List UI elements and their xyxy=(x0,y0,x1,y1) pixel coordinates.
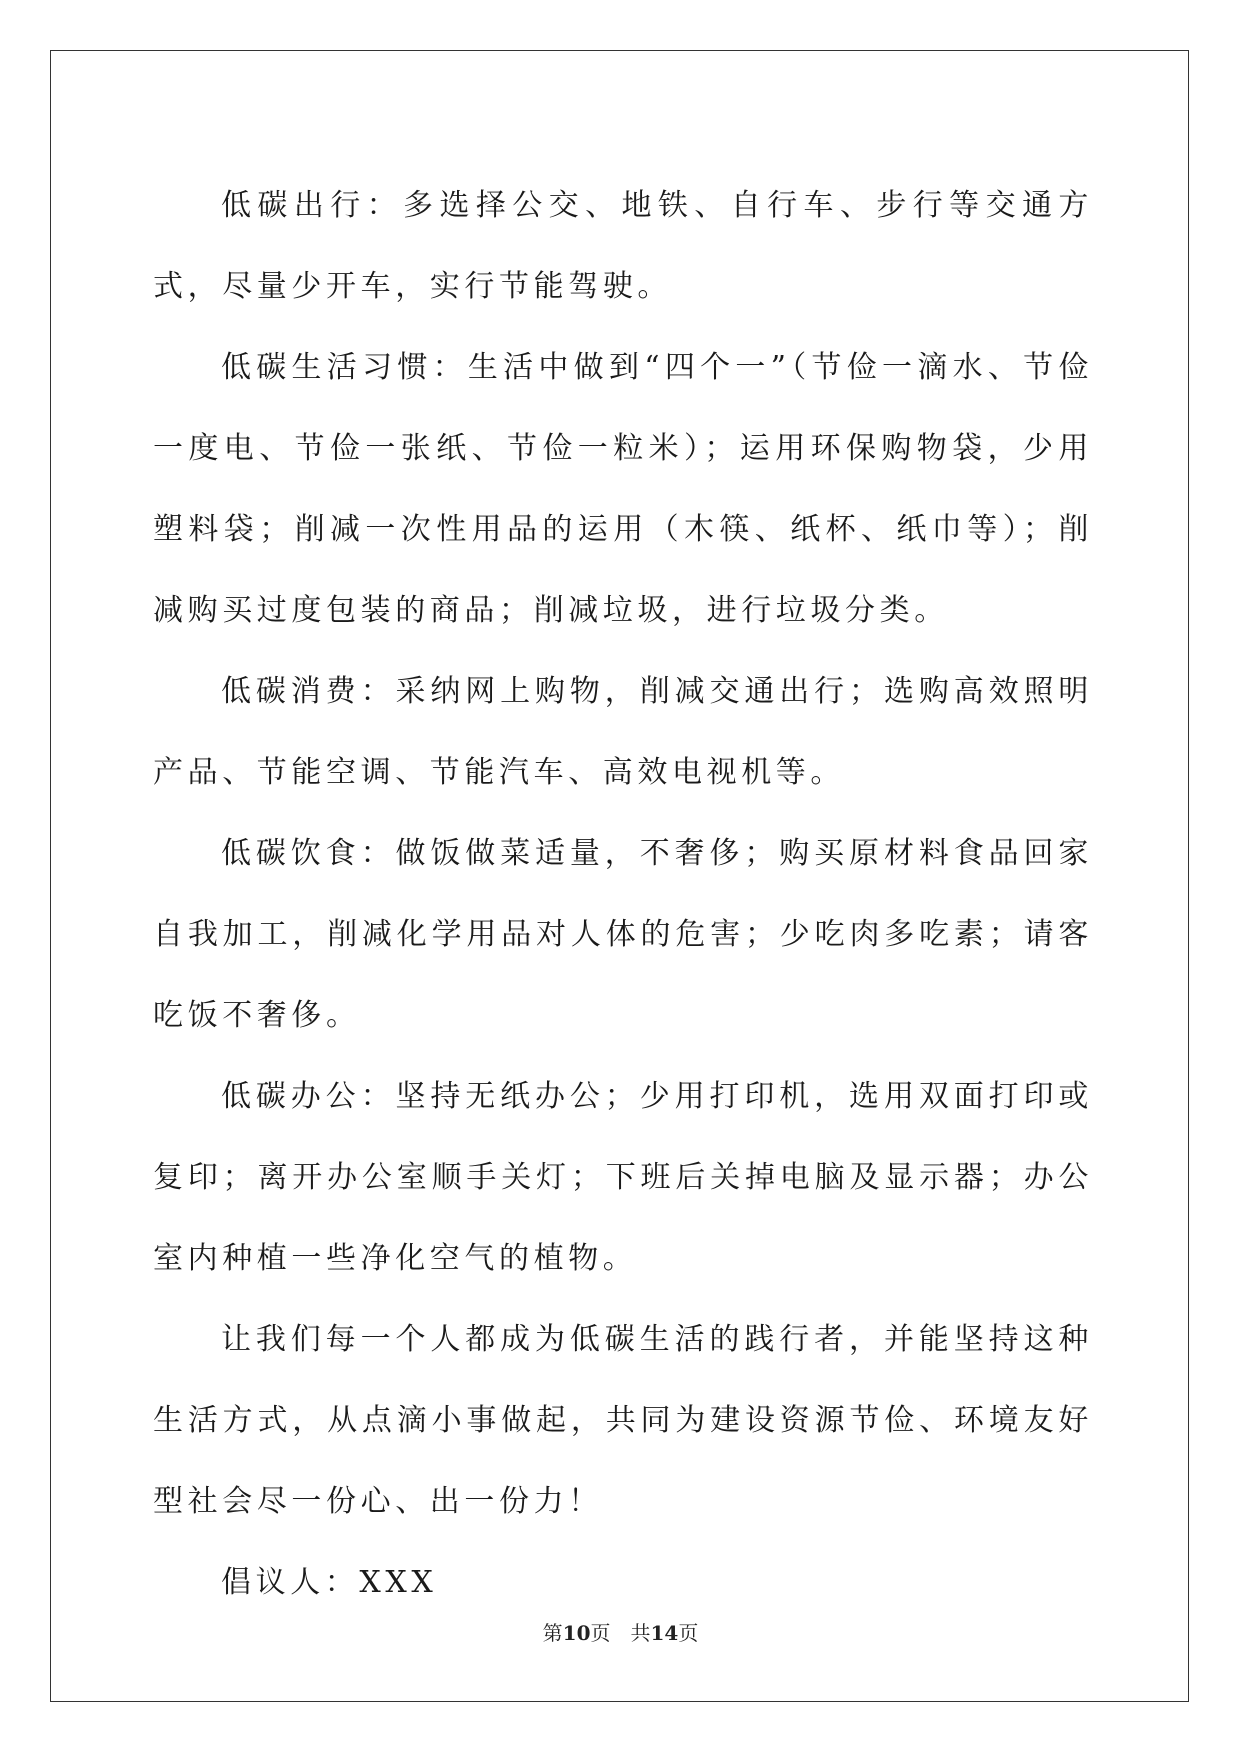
paragraph-low-carbon-travel: 低碳出行：多选择公交、地铁、自行车、步行等交通方式，尽量少开车，实行节能驾驶。 xyxy=(153,188,1093,304)
page-current-number: 10 xyxy=(562,1621,591,1645)
paragraph-low-carbon-habits: 低碳生活习惯：生活中做到“四个一”（节俭一滴水、节俭一度电、节俭一张纸、节俭一粒米）；运用环保购物袋，少用塑料袋；削减一次性用品的运用（木筷、纸杯、纸巾等）；削减购买过度包装的商品；削减垃圾，进行垃圾分类。 xyxy=(153,350,1093,628)
paragraph-call-to-action: 让我们每一个人都成为低碳生活的践行者，并能坚持这种生活方式，从点滴小事做起，共同为建设资源节俭、环境友好型社会尽一份心、出一份力！ xyxy=(153,1322,1093,1519)
paragraph-low-carbon-diet: 低碳饮食：做饭做菜适量，不奢侈；购买原材料食品回家自我加工，削减化学用品对人体的危害；少吃肉多吃素；请客吃饭不奢侈。 xyxy=(153,836,1093,1033)
page-prefix: 第 xyxy=(542,1621,563,1645)
paragraph-low-carbon-office: 低碳办公：坚持无纸办公；少用打印机，选用双面打印或复印；离开办公室顺手关灯；下班后关掉电脑及显示器；办公室内种植一些净化空气的植物。 xyxy=(153,1079,1093,1276)
page-footer xyxy=(0,1617,1241,1646)
document-body xyxy=(153,165,1093,1623)
signature: 倡议人：XXX xyxy=(221,1565,438,1600)
total-prefix: 共 xyxy=(630,1621,651,1645)
page-total-number: 14 xyxy=(650,1621,679,1645)
paragraph-low-carbon-consumption: 低碳消费：采纳网上购物，削减交通出行；选购高效照明产品、节能空调、节能汽车、高效电视机等。 xyxy=(153,674,1093,790)
page-suffix: 页 xyxy=(590,1621,611,1645)
total-suffix: 页 xyxy=(678,1621,699,1645)
